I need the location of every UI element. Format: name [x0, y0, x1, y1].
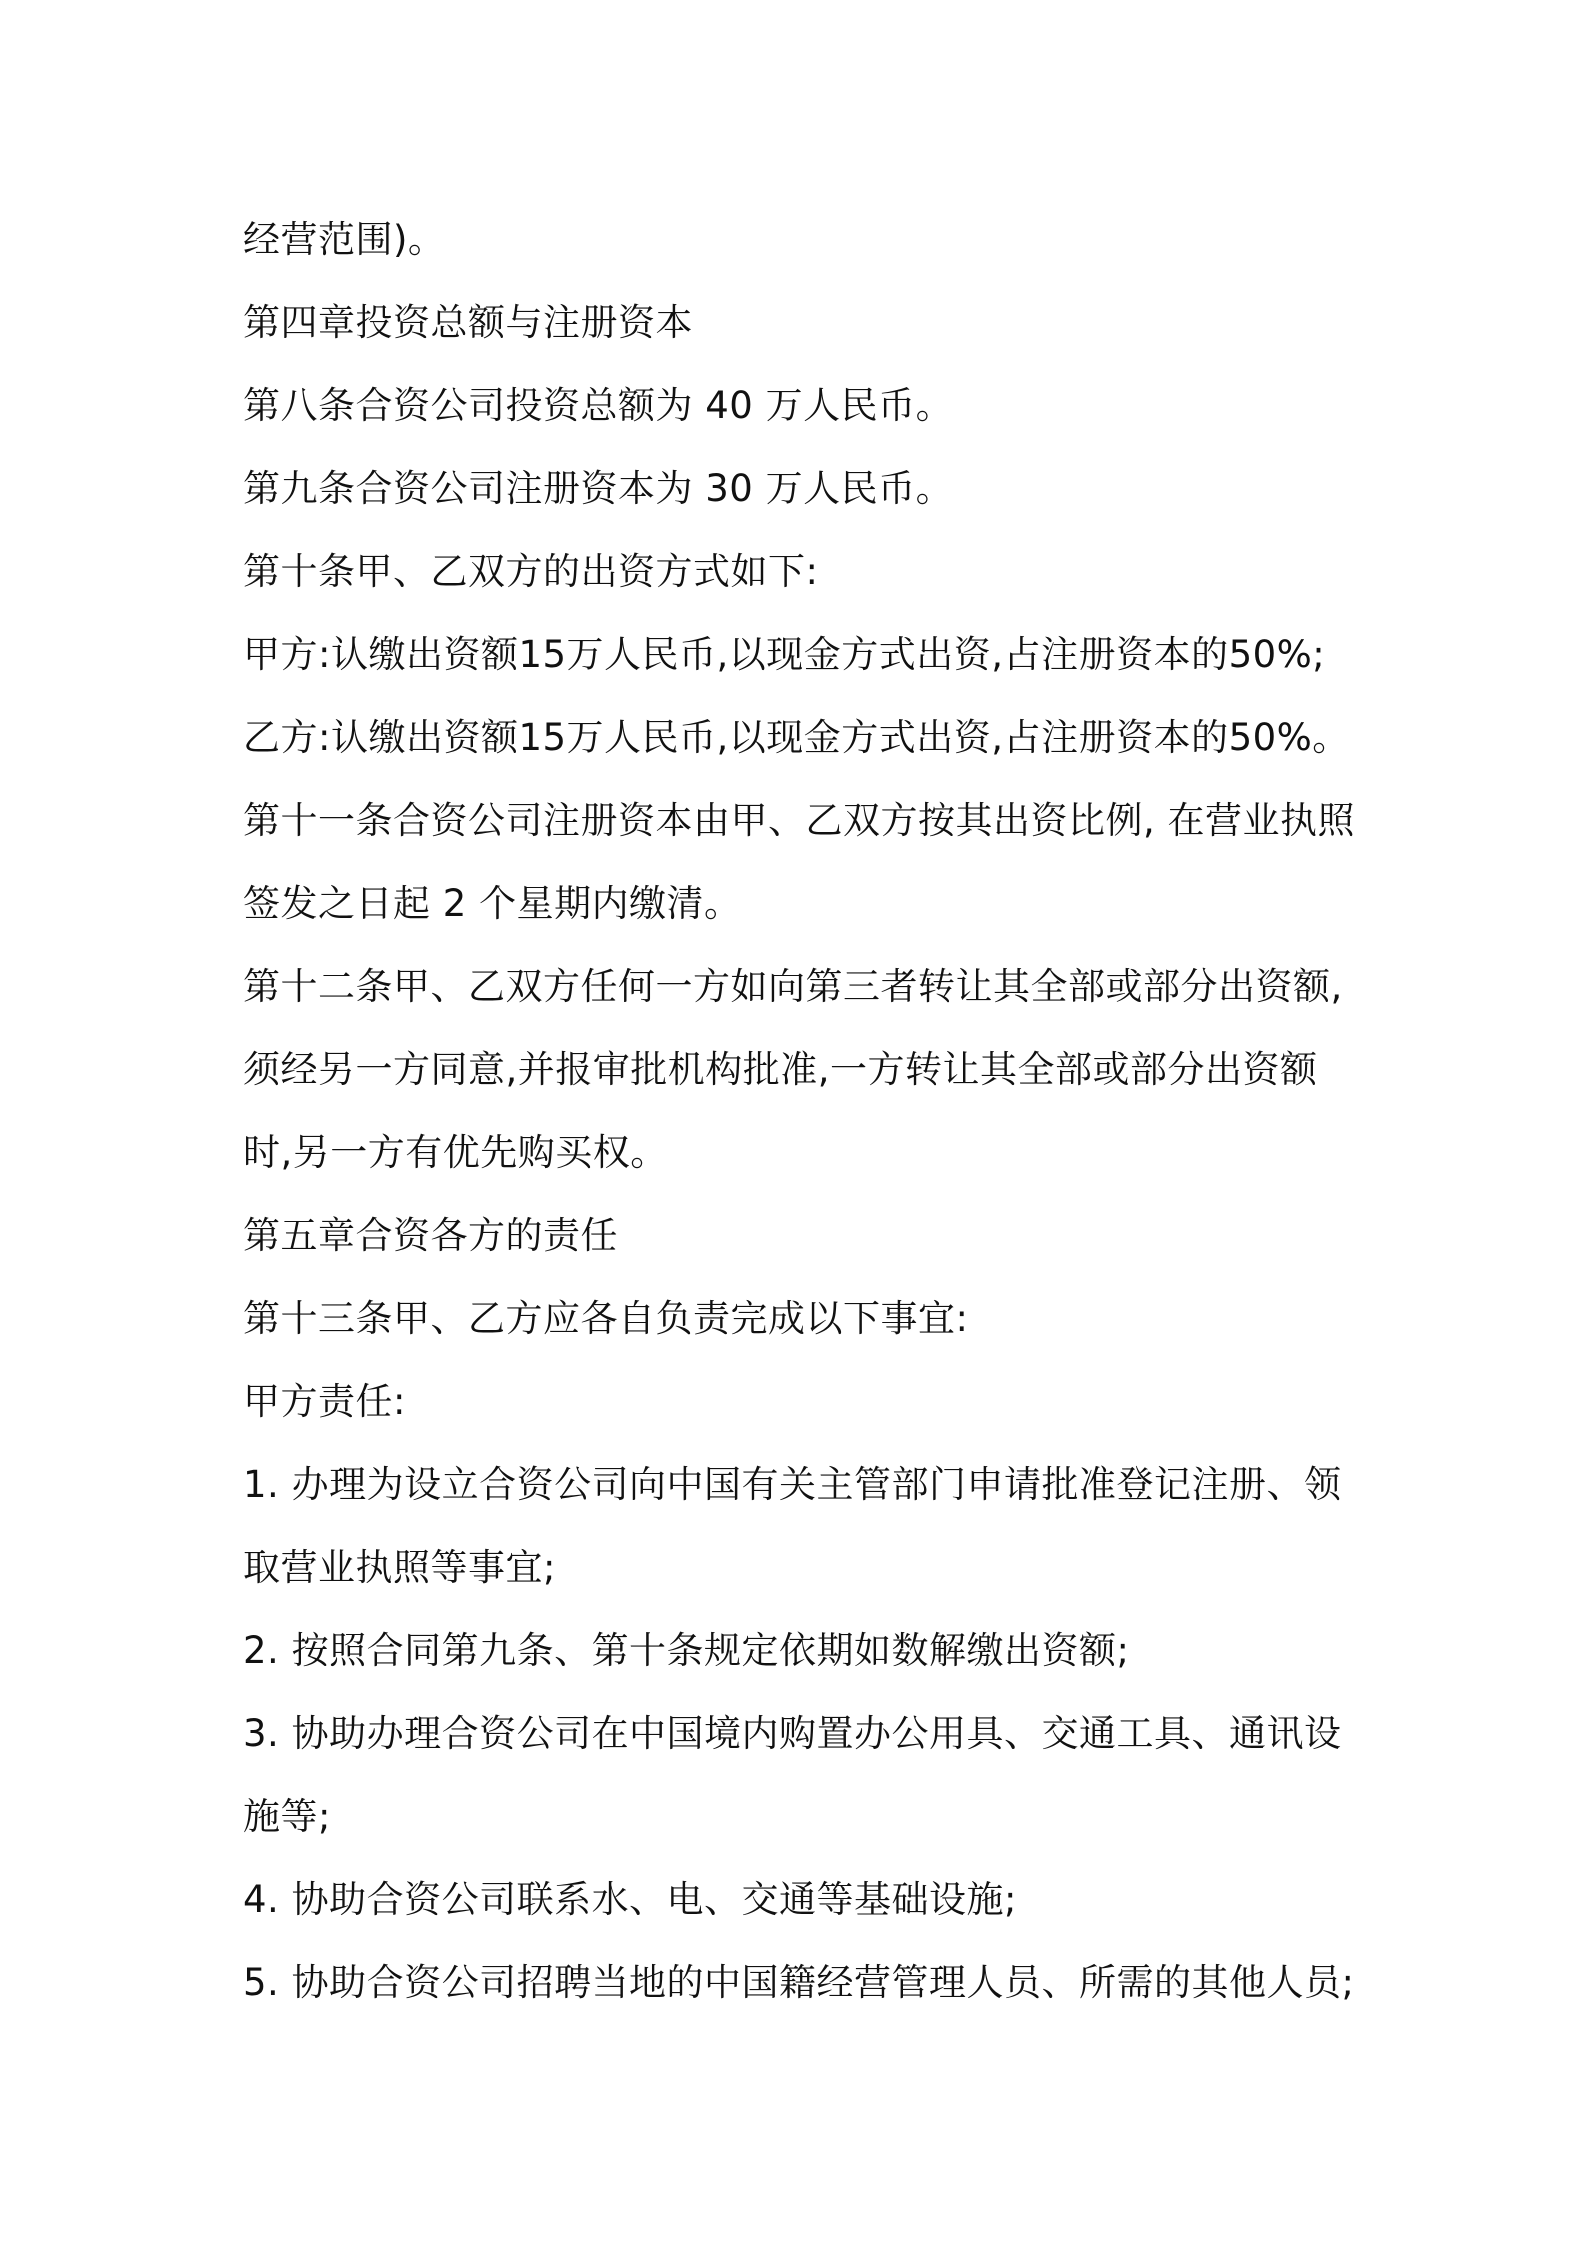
- chapter-heading: 第四章投资总额与注册资本: [243, 301, 693, 344]
- party-a-responsibility-heading: 甲方责任:: [243, 1380, 406, 1423]
- document-body: [243, 198, 1373, 2024]
- article-12-cont: 时,另一方有优先购买权。: [243, 1131, 668, 1174]
- article-13: 第十三条甲、乙方应各自负责完成以下事宜:: [243, 1297, 969, 1340]
- article-11-cont: 签发之日起 2 个星期内缴清。: [243, 882, 742, 925]
- list-item: 4. 协助合资公司联系水、电、交通等基础设施;: [243, 1878, 1018, 1921]
- list-item: 5. 协助合资公司招聘当地的中国籍经营管理人员、所需的其他人员;: [243, 1961, 1355, 2004]
- party-a-contribution: 甲方:认缴出资额15万人民币,以现金方式出资,占注册资本的50%;: [243, 633, 1326, 676]
- list-item: 3. 协助办理合资公司在中国境内购置办公用具、交通工具、通讯设: [243, 1712, 1342, 1755]
- list-item-cont: 施等;: [243, 1795, 331, 1838]
- article-9: 第九条合资公司注册资本为 30 万人民币。: [243, 467, 954, 510]
- list-item: 1. 办理为设立合资公司向中国有关主管部门申请批准登记注册、领: [243, 1463, 1342, 1506]
- article-12-cont: 须经另一方同意,并报审批机构批准,一方转让其全部或部分出资额: [243, 1048, 1318, 1091]
- chapter-heading: 第五章合资各方的责任: [243, 1214, 618, 1257]
- article-12: 第十二条甲、乙双方任何一方如向第三者转让其全部或部分出资额,: [243, 965, 1343, 1008]
- list-item: 2. 按照合同第九条、第十条规定依期如数解缴出资额;: [243, 1629, 1130, 1672]
- party-b-contribution: 乙方:认缴出资额15万人民币,以现金方式出资,占注册资本的50%。: [243, 716, 1350, 759]
- article-8: 第八条合资公司投资总额为 40 万人民币。: [243, 384, 954, 427]
- list-item-cont: 取营业执照等事宜;: [243, 1546, 556, 1589]
- article-11: 第十一条合资公司注册资本由甲、乙双方按其出资比例, 在营业执照: [243, 799, 1356, 842]
- text-line: 经营范围)。: [243, 218, 446, 261]
- article-10: 第十条甲、乙双方的出资方式如下:: [243, 550, 819, 593]
